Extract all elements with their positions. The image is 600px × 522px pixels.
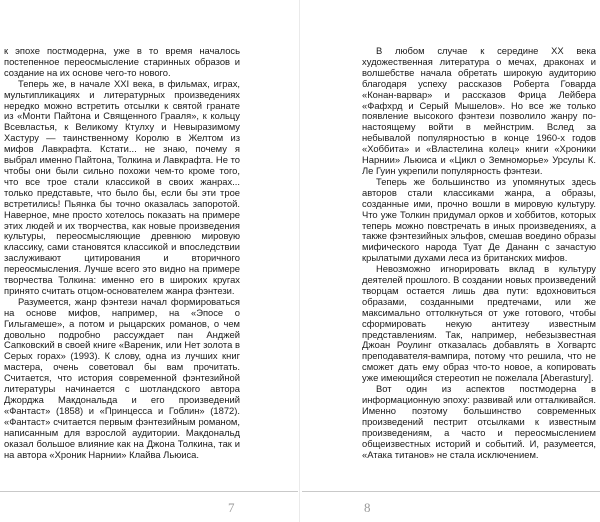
footer-rule — [0, 491, 298, 492]
footer-rule — [302, 491, 600, 492]
right-page-text — [362, 46, 596, 460]
paragraph: Теперь же, в начале XXI века, в фильмах, играх, мультипликациях и литературных произведениях нередко можно встретить отсылки к святой гранате из «Монти Пайтона и Священного Грааля», к кольцу Всевластья, к Великому Ктулху и Невыразимому Хастуру — таинственному Королю в Желтом из мифов Лавкрафта. Кстати... не знаю, почему я выбрал именно Пайтона, Толкина и Лавкрафта. Не то чтобы они были сильно похожи чем-то кроме того, что все трое стали классикой в своих жанрах... только представьте, что было бы, если бы эти трое встретились! Пьянка бы точно оказалась запоротой. Наверное, мне просто хотелось показать на примере этих людей и их творчества, как новые произведения культуры, переосмысляющие древнюю мировую классику, сами становятся классикой и впоследствии заслуживают цитирования и вторичного переосмысления. Лучше всего это видно на примере творчества Толкина: именно его в широких кругах принято считать отцом-основателем жанра фэнтези. — [4, 77, 240, 296]
paragraph: Невозможно игнорировать вклад в культуру деятелей прошлого. В создании новых произведений творцам остается лишь два пути: вдохновиться образами, созданными предтечами, или же максимально оттолкнуться от уже готового, чтобы сформировать некую антитезу известным представлениям. Так, например, небезызвестная Джоан Роулинг отказалась добавлять в Хогвартс преподавателя-вампира, потому что решила, что не сможет дать ему образ что-то новое, а копировать уже имеющийся стереотип не пожелала [Aberastury]. — [362, 263, 596, 384]
page-number: 7 — [228, 500, 235, 515]
page-number: 8 — [364, 500, 371, 515]
paragraph: Теперь же большинство из упомянутых здесь авторов стали классиками жанра, а образы, созданные ими, прочно вошли в мировую культуру. Что уже Толкин придумал орков и хоббитов, которых теперь можно повстречать в иных произведениях, а также фэнтезийных эльфов, смешав воедино образы мифического народа Туат Де Дананн с зачастую крылатыми духами леса из британских мифов. — [362, 175, 596, 264]
paragraph: В любом случае к середине XX века художественная литература о мечах, драконах и волшебстве начала обретать широкую аудиторию благодаря успеху рассказов Роберта Говарда «Конан-варвар» и рассказов Фрица Лейбера «Фафхрд и Серый Мышелов». Но все же только появление высокого фэнтези позволило жанру по-настоящему войти в мейнстрим. Вслед за небывалой популярностью в конце 1960-х годов «Хоббита» и «Властелина колец» книги «Хроники Нарнии» Льюиса и «Цикл о Земноморье» Урсулы К. Ле Гуин укрепили популярность фэнтези. — [362, 45, 596, 176]
left-page-text — [4, 46, 240, 460]
paragraph: Вот один из аспектов постмодерна в информационную эпоху: развивай или отталкивайся. Именно поэтому большинство современных произведений пестрит отсылками к известным произведениям, а часто и переосмыслением общеизвестных историй и событий. И, разумеется, «Атака титанов» не стала исключением. — [362, 383, 596, 460]
paragraph: к эпохе постмодерна, уже в то время началось постепенное переосмысление старинных образов и создание на их основе чего-то нового. — [4, 45, 240, 78]
paragraph: Разумеется, жанр фэнтези начал формироваться на основе мифов, например, на «Эпосе о Гильгамеше», а потом и рыцарских романов, о чем довольно подробно рассуждает пан Анджей Сапковский в своей книге «Вареник, или Нет золота в Серых горах» (1993). К слову, одна из лучших книг мастера, очень советовал бы вам прочитать. Считается, что история современной фэнтезийной литературы начинается с шотландского автора Джорджа Макдональда и его произведений «Фантаст» (1858) и «Принцесса и Гоблин» (1872). «Фантаст» считается первым фэнтезийным романом, написанным для взрослой аудитории. Макдональд оказал большое влияние как на Джона Толкина, так и на автора «Хроник Нарнии» Клайва Льюиса. — [4, 295, 240, 460]
